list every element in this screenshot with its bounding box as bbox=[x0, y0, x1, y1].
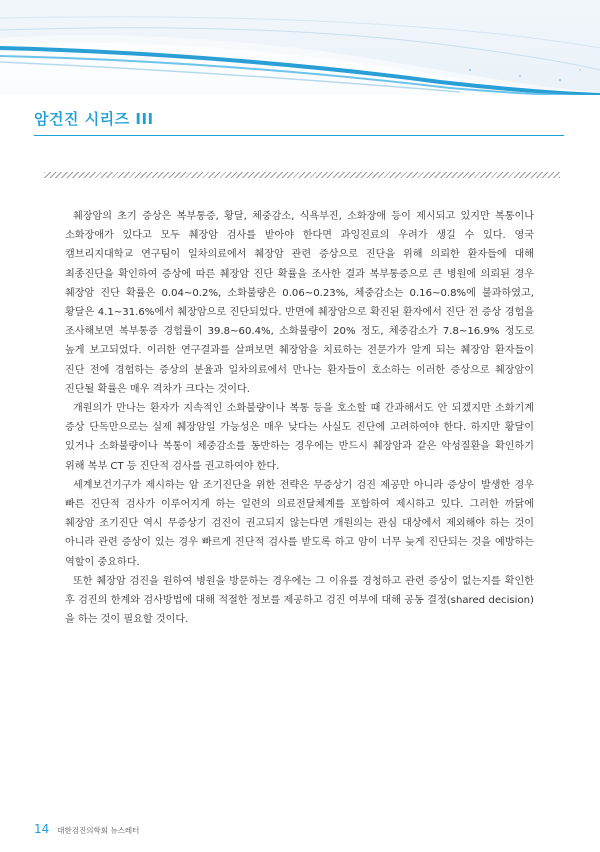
article-paragraph-3: 세계보건기구가 제시하는 암 조기진단을 위한 전략은 무증상기 검진 제공만 아니라 증상이 발생한 경우 빠른 진단적 검사가 이루어지게 하는 일련의 의료전달체계를 포함하여 제시하고 있다. 그러한 까닭에 췌장암 조기진단 역시 무증상기 검진이 권고되지 않는다면 개원의는 관심 대상에서 제외해야 하는 것이 아니라 관련 증상이 있는 경우 빠르게 진단적 검사를 받도록 하고 암이 너무 늦게 진단되는 것을 예방하는 역할이 중요하다. bbox=[65, 479, 534, 568]
page-footer bbox=[34, 822, 139, 838]
article-paragraph-4: 또한 췌장암 검진을 원하여 병원을 방문하는 경우에는 그 이유를 경청하고 관련 증상이 없는지를 확인한 후 검진의 한계와 검사방법에 대해 적절한 정보를 제공하고 검진 여부에 대해 공동 결정(shared decision)을 하는 것이 필요할 것이다. bbox=[65, 575, 534, 626]
article-paragraph-2: 개원의가 만나는 환자가 지속적인 소화불량이나 복통 등을 호소할 때 간과해서도 안 되겠지만 소화기계 증상 단독만으로는 실제 췌장암일 가능성은 매우 낮다는 사실도 진단에 고려하여야 한다. 하지만 황달이 있거나 소화불량이나 복통이 체중감소를 동반하는 경우에는 반드시 췌장암과 같은 악성질환을 확인하기 위해 복부 CT 등 진단적 검사를 권고하여야 한다. bbox=[65, 403, 534, 472]
header-band bbox=[0, 0, 600, 95]
article-paragraph-1: 췌장암의 초기 증상은 복부통증, 황달, 체중감소, 식욕부진, 소화장애 등이 제시되고 있지만 복통이나 소화장애가 있다고 모두 췌장암 검사를 받아야 한다면 과잉진료의 우려가 생길 수 있다. 영국 캠브리지대학교 연구팀이 일차의료에서 췌장암 관련 증상으로 진단을 위해 의뢰한 환자들에 대해 최종진단을 확인하여 증상에 따른 췌장암 진단 확률을 조사한 결과 복부통증으로 큰 병원에 의뢰된 경우 췌장암 진단 확률은 0.04~0.2%, 소화불량은 0.06~0.23%, 체중감소는 0.16~0.8%에 불과하였고, 황달은 4.1~31.6%에서 췌장암으로 진단되었다. 반면에 췌장암으로 확진된 환자에서 진단 전 증상 경험을 조사해보면 복부통증 경험률이 39.8~60.4%, 소화불량이 20% 정도, 체중감소가 7.8~16.9% 정도로 높게 보고되었다. 이러한 연구결과를 살펴보면 췌장암을 치료하는 전문가가 알게 되는 췌장암 환자들이 진단 전에 경험하는 증상의 분율과 일차의료에서 만나는 환자들이 호소하는 이러한 증상으로 췌장암이 진단될 확률은 매우 격차가 크다는 것이다. bbox=[65, 211, 534, 395]
title-divider bbox=[34, 135, 564, 136]
hatched-separator bbox=[44, 172, 560, 178]
page-number: 14 bbox=[34, 822, 50, 836]
article-body bbox=[65, 207, 534, 629]
newsletter-name: 대한검진의학회 뉴스레터 bbox=[57, 826, 140, 835]
series-title: 암건진 시리즈 III bbox=[34, 110, 154, 128]
header-wave-decoration bbox=[0, 0, 600, 95]
